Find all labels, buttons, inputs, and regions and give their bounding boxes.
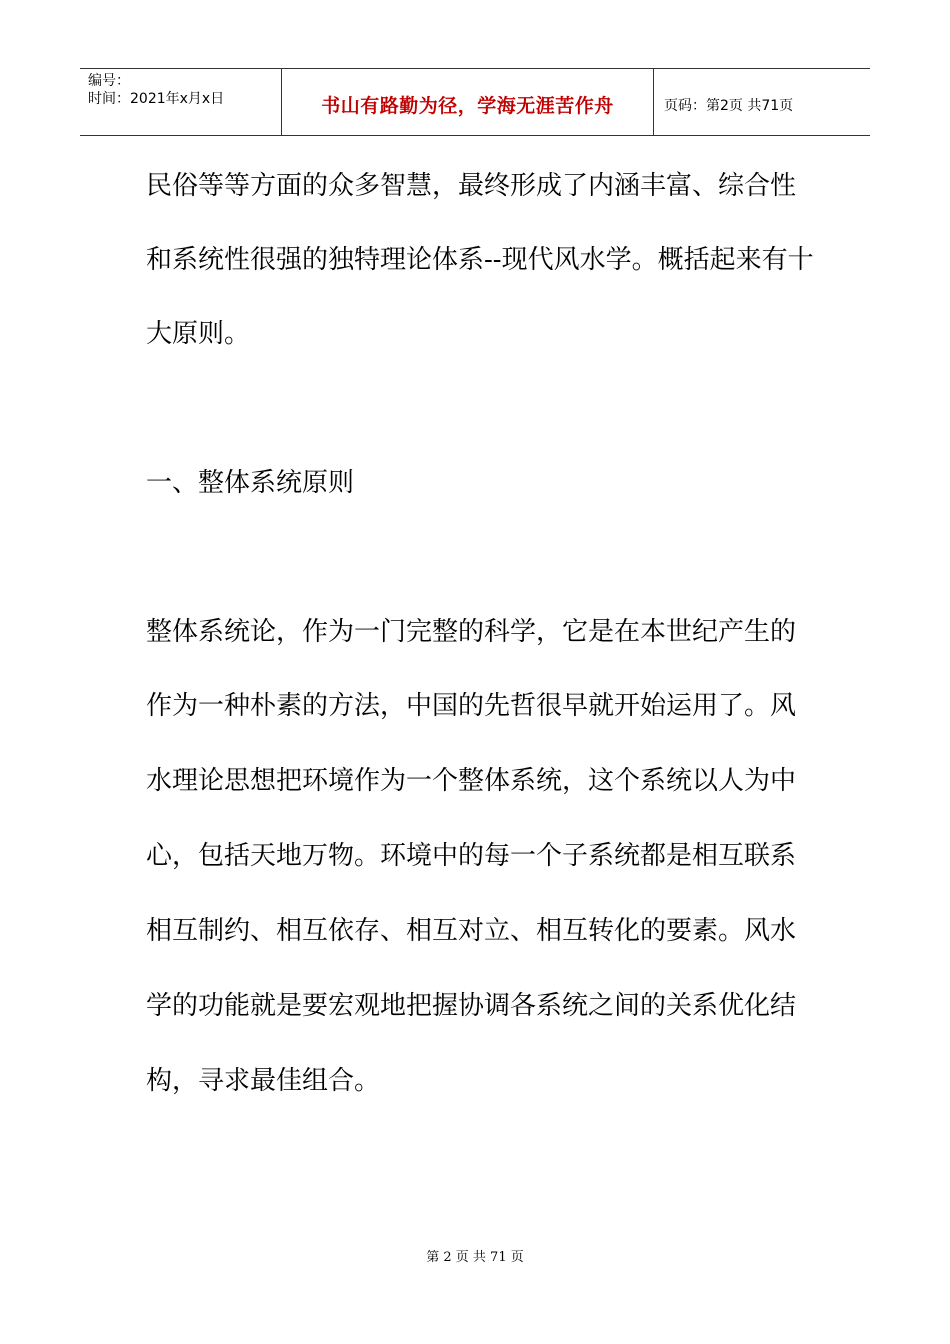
page-footer: 第 2 页 共 71 页 <box>426 1250 524 1265</box>
paragraph-line: 和系统性很强的独特理论体系--现代风水学。概括起来有十 <box>146 245 814 275</box>
paragraph-line: 心，包括天地万物。环境中的每一个子系统都是相互联系 <box>146 841 797 871</box>
page-header <box>80 68 870 136</box>
paragraph-line: 学的功能就是要宏观地把握协调各系统之间的关系优化结 <box>146 991 797 1021</box>
motto-text: 书山有路勤为径，学海无涯苦作舟 <box>321 95 614 117</box>
paragraph-line: 整体系统论，作为一门完整的科学，它是在本世纪产生的 <box>146 617 797 647</box>
header-info-cell <box>80 69 282 135</box>
paragraph-line: 大原则。 <box>146 319 251 349</box>
page-info: 页码：第2页 共71页 <box>664 98 794 114</box>
date-line: 时间：2021年x月x日 <box>88 91 225 107</box>
header-motto-cell <box>282 69 654 135</box>
paragraph-line: 相互制约、相互依存、相互对立、相互转化的要素。风水 <box>146 916 797 946</box>
section-heading: 一、整体系统原则 <box>146 468 355 498</box>
paragraph-line: 作为一种朴素的方法，中国的先哲很早就开始运用了。风 <box>146 691 797 721</box>
paragraph-line: 构，寻求最佳组合。 <box>146 1066 381 1096</box>
header-page-cell <box>654 69 870 135</box>
paragraph-line: 民俗等等方面的众多智慧，最终形成了内涵丰富、综合性 <box>146 171 797 201</box>
serial-label: 编号： <box>88 73 130 89</box>
paragraph-line: 水理论思想把环境作为一个整体系统，这个系统以人为中 <box>146 766 797 796</box>
